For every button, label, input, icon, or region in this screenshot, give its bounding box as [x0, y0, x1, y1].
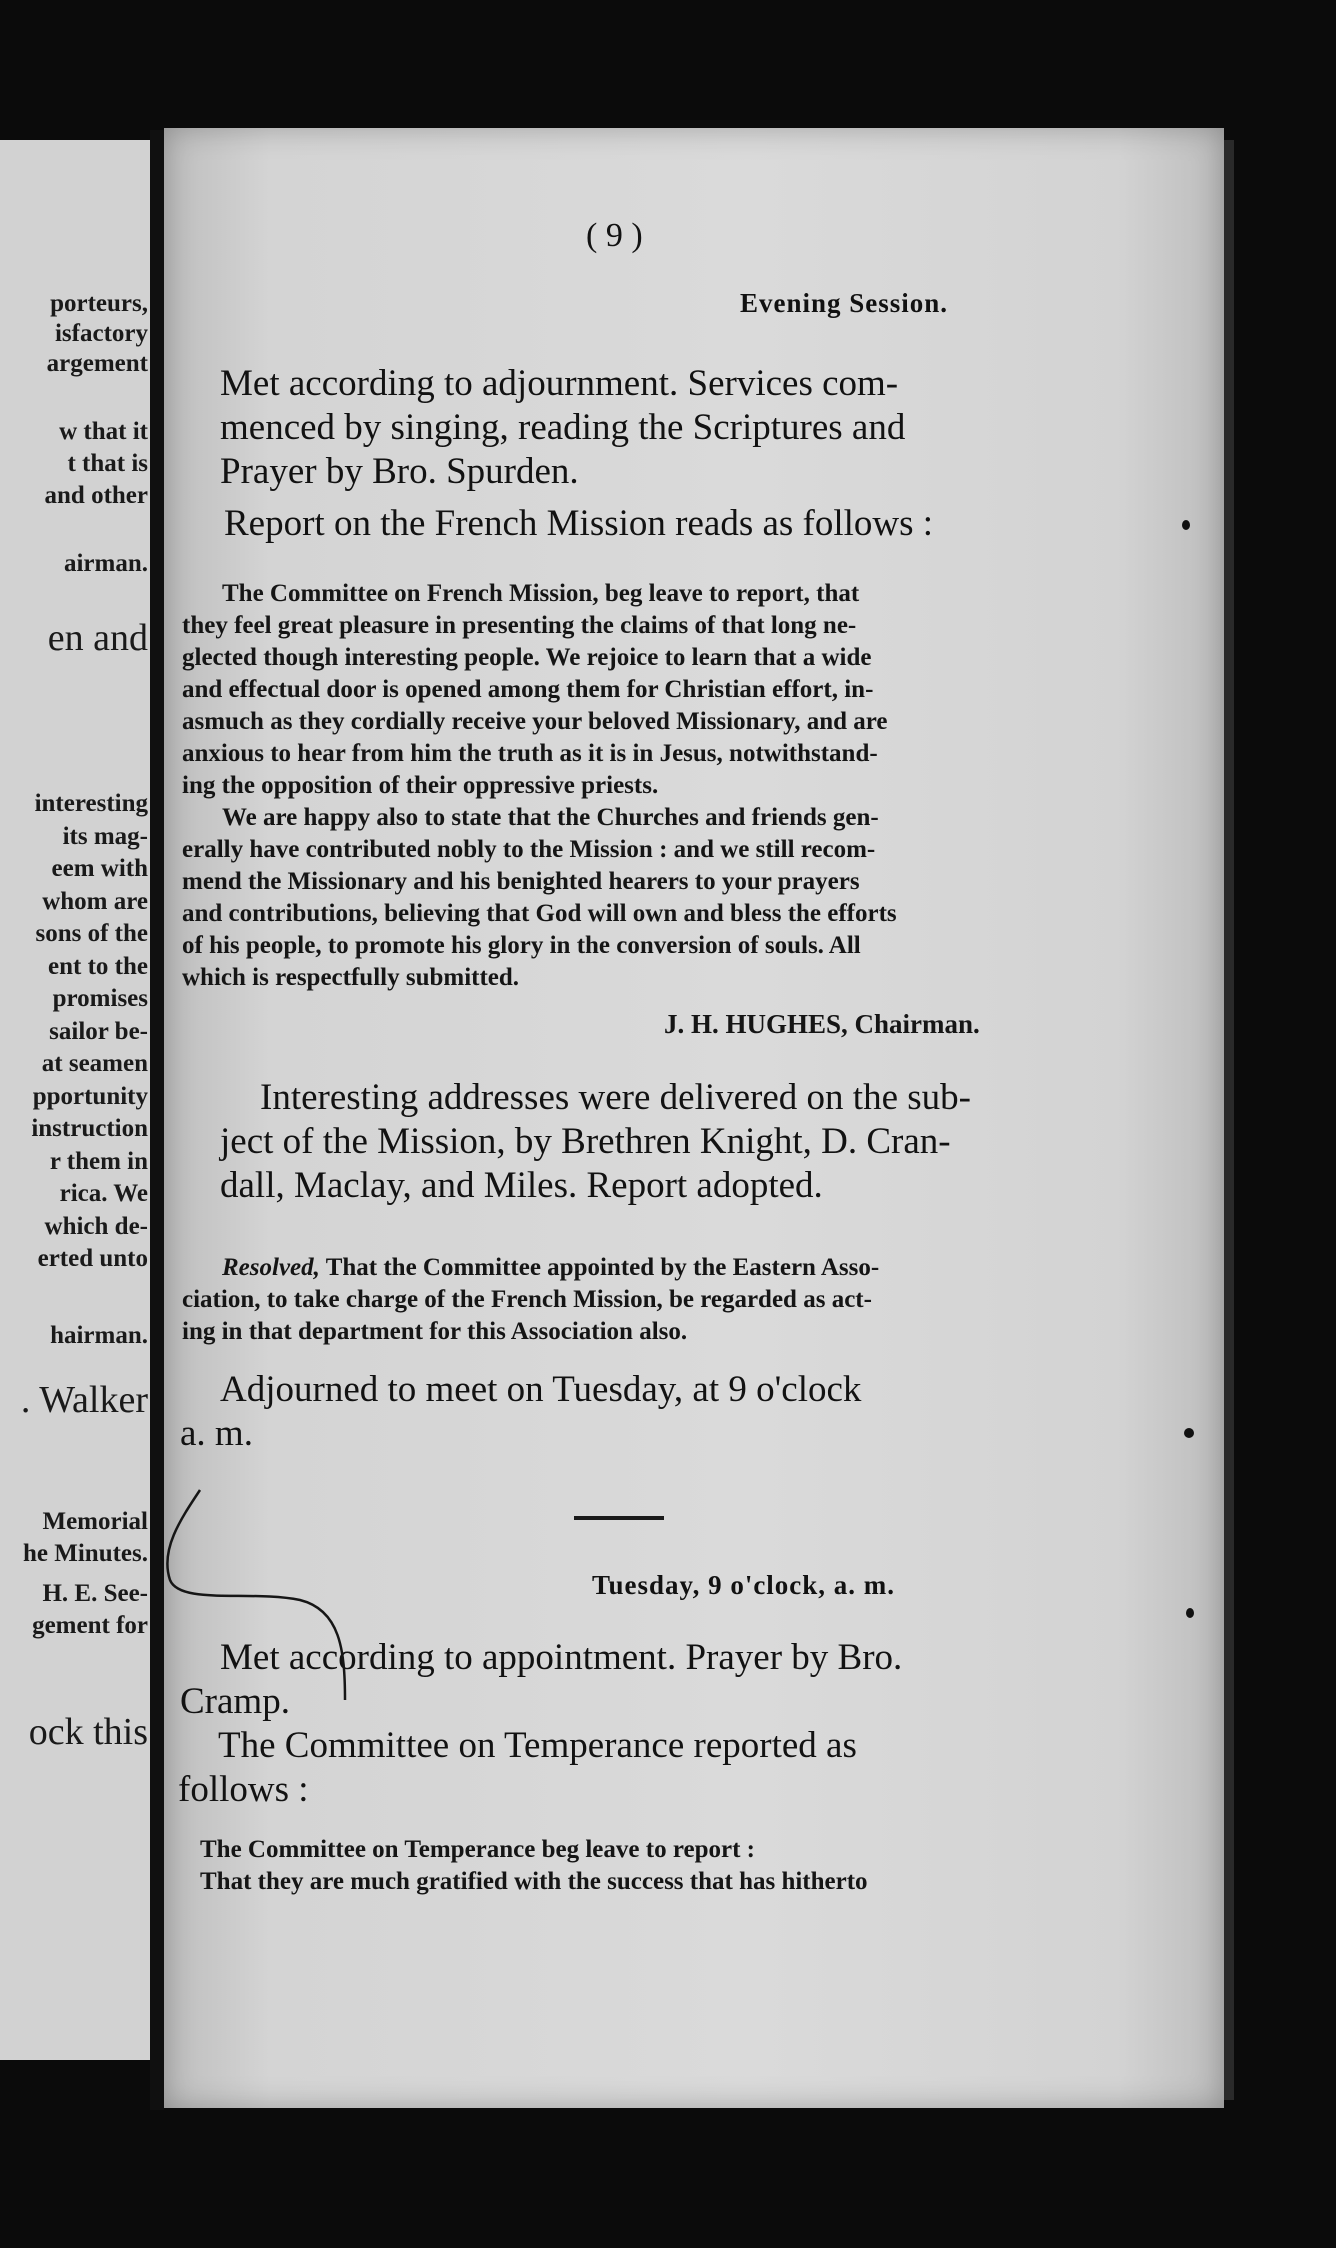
left-page-line: H. E. See-	[42, 1580, 148, 1607]
left-page-line: pportunity	[32, 1083, 148, 1110]
ink-mark	[1186, 1608, 1194, 1618]
report-line: of his people, to promote his glory in the conversion of souls. All	[182, 932, 861, 959]
left-page-line: hairman.	[50, 1322, 148, 1349]
resolved-label: Resolved,	[222, 1254, 320, 1281]
resolution-first-line	[182, 1252, 1182, 1284]
report-line: ing the opposition of their oppressive priests.	[182, 772, 659, 799]
report-line: they feel great pleasure in presenting the claims of that long ne-	[182, 612, 857, 639]
paragraph-line: Interesting addresses were delivered on the sub-	[260, 1077, 971, 1118]
left-page-line: whom are	[42, 888, 148, 915]
left-page-line: erted unto	[37, 1245, 148, 1272]
report-line: erally have contributed nobly to the Mission : and we still recom-	[182, 836, 876, 863]
left-page-line: porteurs,	[50, 290, 148, 317]
resolution-line: ing in that department for this Association also.	[182, 1318, 688, 1345]
report-line: That they are much gratified with the success that has hitherto	[200, 1868, 868, 1895]
left-page-line: . Walker	[20, 1379, 148, 1421]
left-page-line: instruction	[31, 1115, 148, 1142]
left-page-line: he Minutes.	[23, 1540, 148, 1567]
report-signature: J. H. HUGHES, Chairman.	[664, 1009, 980, 1039]
left-page-line: t that is	[67, 450, 148, 477]
adjourned-paragraph	[180, 1368, 1180, 1456]
report-line: The Committee on Temperance beg leave to report :	[200, 1836, 755, 1863]
ink-mark	[1182, 520, 1190, 530]
paragraph-line: dall, Maclay, and Miles. Report adopted.	[220, 1165, 823, 1206]
left-page-line: and other	[44, 482, 148, 509]
paragraph-line: a. m.	[180, 1413, 253, 1454]
left-page-line: argement	[46, 350, 148, 377]
report-line: anxious to hear from him the truth as it is in Jesus, notwithstand-	[182, 740, 878, 767]
resolution-paragraph	[182, 1252, 1182, 1348]
page-edge	[1224, 140, 1234, 2100]
page-number: ( 9 )	[586, 217, 643, 254]
french-mission-report	[182, 578, 1182, 994]
section-heading-evening: Evening Session.	[740, 288, 949, 318]
left-page-line: interesting	[34, 790, 148, 817]
report-line: glected though interesting people. We rejoice to learn that a wide	[182, 644, 872, 671]
left-page-line: ock this	[28, 1711, 148, 1753]
resolution-line: ciation, to take charge of the French Mission, be regarded as act-	[182, 1286, 872, 1313]
paragraph-line: Met according to adjournment. Services com-	[220, 363, 899, 404]
paragraph-line: Prayer by Bro. Spurden.	[220, 451, 579, 492]
resolution-text: That the Committee appointed by the Eastern Asso-	[319, 1254, 880, 1281]
left-page-line: eem with	[51, 855, 148, 882]
paragraph-line: Cramp.	[180, 1681, 290, 1722]
left-page-line: sons of the	[35, 920, 148, 947]
left-page-line: airman.	[63, 550, 148, 577]
left-page-line: sailor be-	[49, 1018, 148, 1045]
report-line: and effectual door is opened among them for Christian effort, in-	[182, 676, 874, 703]
paragraph-line: Met according to appointment. Prayer by Bro.	[220, 1637, 903, 1678]
report-intro-line: Report on the French Mission reads as follows :	[224, 503, 934, 544]
left-page-line: r them in	[49, 1148, 148, 1175]
paragraph-line: follows :	[178, 1769, 309, 1810]
left-page-line: isfactory	[54, 320, 148, 347]
left-page-line: en and	[47, 617, 148, 659]
section-heading-tuesday: Tuesday, 9 o'clock, a. m.	[592, 1570, 896, 1600]
left-page-line: promises	[52, 985, 148, 1012]
page-gutter	[150, 130, 164, 2110]
adjacent-page-fragment	[0, 140, 152, 2060]
left-page-line: rica. We	[59, 1180, 148, 1207]
report-line: asmuch as they cordially receive your beloved Missionary, and are	[182, 708, 888, 735]
evening-intro-paragraph	[220, 362, 1170, 494]
pen-stroke-mark	[140, 1480, 370, 1740]
left-page-line: w that it	[59, 418, 148, 445]
report-line: We are happy also to state that the Churches and friends gen-	[222, 804, 879, 831]
report-line: which is respectfully submitted.	[182, 964, 520, 991]
left-page-line: ent to the	[48, 953, 148, 980]
left-page-line: gement for	[32, 1612, 148, 1639]
addresses-paragraph	[220, 1076, 1170, 1208]
paragraph-line: ject of the Mission, by Brethren Knight, D. Cran-	[220, 1121, 951, 1162]
document-page	[164, 128, 1224, 2108]
left-page-line: its mag-	[62, 823, 148, 850]
paragraph-line: Adjourned to meet on Tuesday, at 9 o'clock	[220, 1369, 862, 1410]
report-line: and contributions, believing that God will own and bless the efforts	[182, 900, 897, 927]
report-line: mend the Missionary and his benighted hearers to your prayers	[182, 868, 860, 895]
left-page-line: which de-	[44, 1213, 148, 1240]
paragraph-line: The Committee on Temperance reported as	[218, 1725, 857, 1766]
paragraph-line: menced by singing, reading the Scriptures and	[220, 407, 906, 448]
section-divider	[574, 1516, 664, 1520]
left-page-line: at seamen	[41, 1050, 148, 1077]
ink-mark	[1184, 1428, 1194, 1438]
report-line: The Committee on French Mission, beg leave to report, that	[222, 580, 860, 607]
left-page-line: Memorial	[42, 1508, 148, 1535]
temperance-report	[188, 1834, 1188, 1898]
